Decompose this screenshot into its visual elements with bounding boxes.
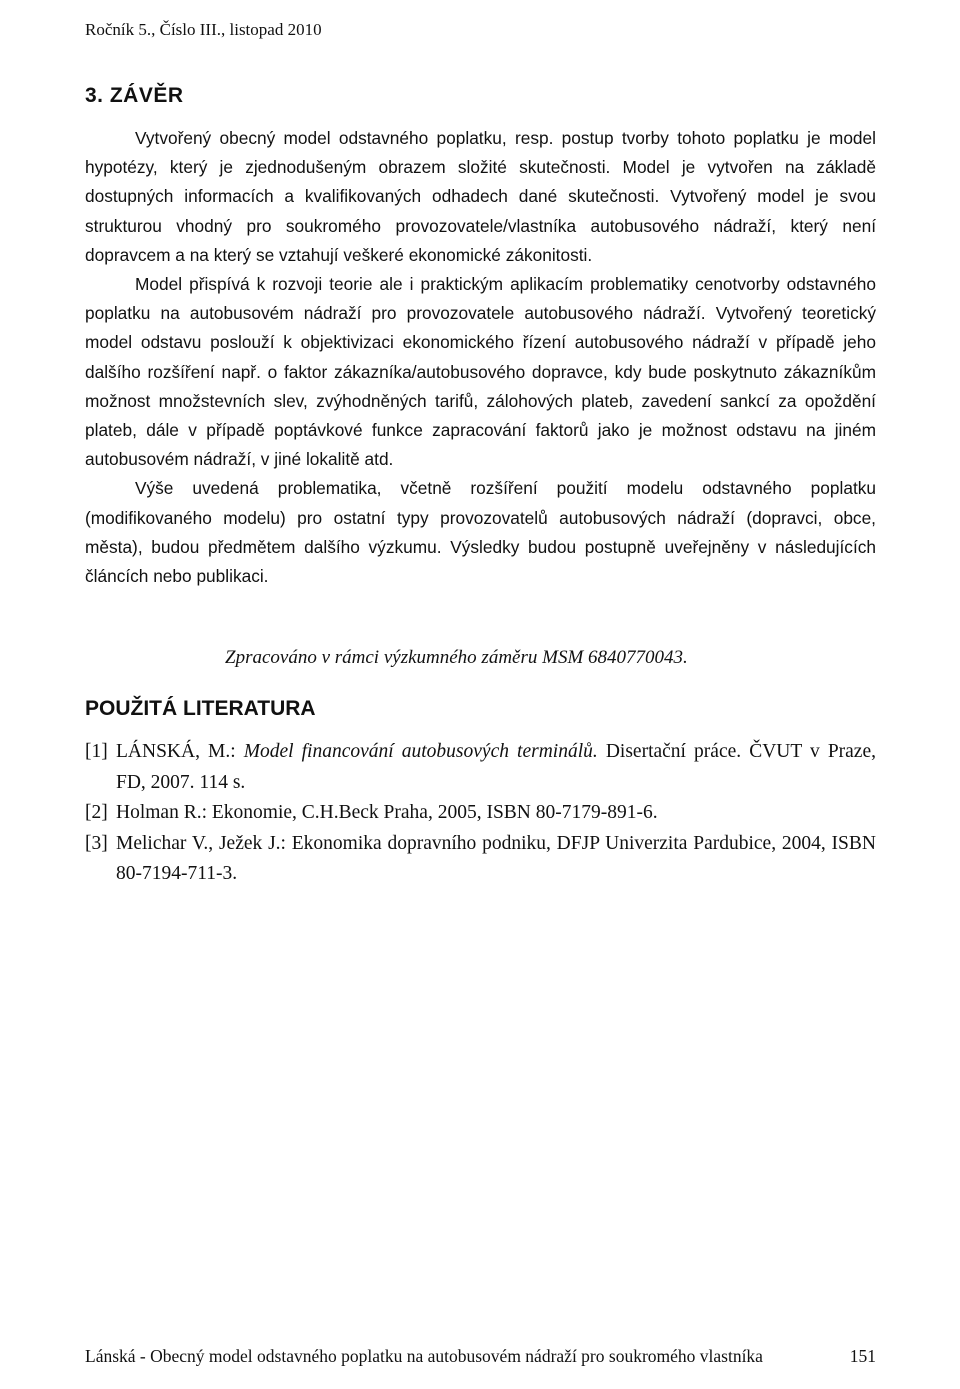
running-footer [85, 1346, 876, 1367]
reference-number: [1] [85, 741, 108, 762]
reference-number: [2] [85, 802, 108, 823]
reference-title: Model financování autobusových terminálů. [243, 741, 598, 762]
section-heading: 3. ZÁVĚR [85, 84, 184, 107]
reference-text: Melichar V., Ježek J.: Ekonomika dopravního podniku, DFJP Univerzita Pardubice, 2004, ISBN 80-7194-711-3. [116, 832, 876, 884]
literature-heading: POUŽITÁ LITERATURA [85, 697, 316, 720]
page-number: 151 [849, 1346, 876, 1366]
reference-item [85, 737, 876, 798]
paragraph: Vytvořený obecný model odstavného poplatku, resp. postup tvorby tohoto poplatku je model hypotézy, který je zjednodušeným obrazem složité skutečnosti. Model je vytvořen na základě dostupných informacích a kvalifikovaných odhadech dané skutečnosti. Vytvořený model je svou strukturou vhodný pro soukromého provozovatele/vlastníka autobusového nádraží, který není dopravcem a na který se vztahují veškeré ekonomické zákonitosti. [85, 128, 876, 265]
reference-text: Holman R.: Ekonomie, C.H.Beck Praha, 2005, ISBN 80-7179-891-6. [116, 802, 658, 823]
reference-number: [3] [85, 832, 108, 854]
paragraph: Výše uvedená problematika, včetně rozšíření použití modelu odstavného poplatku (modifikovaného modelu) pro ostatní typy provozovatelů autobusových nádraží (dopravci, obce, města), budou předmětem dalšího výzkumu. Výsledky budou postupně uveřejněny v následujících článcích nebo publikaci. [85, 478, 876, 587]
paragraph: Model přispívá k rozvoji teorie ale i praktickým aplikacím problematiky cenotvorby odstavného poplatku na autobusovém nádraží pro provozovatele autobusového nádraží. Vytvořený teoretický model odstavu poslouží k objektivizaci ekonomického řízení autobusového nádraží v případě jeho dalšího rozšíření např. o faktor zákazníka/autobusového dopravce, kdy bude poskytnuto zákazníkům možnost množstevních slev, zvýhodněných tarifů, zálohových plateb, zavedení sankcí za opoždění plateb, dále v případě poptávkové funkce zapracování faktorů jako je možnost odstavu na jiném autobusovém nádraží, v jiné lokalitě atd. [85, 274, 876, 470]
reference-text: LÁNSKÁ, M.: Model financování autobusových terminálů. Disertační práce. ČVUT v Praze, FD, 2007. 114 s. [116, 741, 876, 793]
funding-note: Zpracováno v rámci výzkumného záměru MSM 6840770043. [225, 647, 688, 668]
footer-text: Lánská - Obecný model odstavného poplatku na autobusovém nádraží pro soukromého vlastníka [85, 1346, 763, 1366]
reference-item [85, 829, 876, 890]
reference-item [85, 798, 876, 829]
running-header: Ročník 5., Číslo III., listopad 2010 [85, 20, 322, 39]
reference-list [85, 737, 876, 890]
conclusion-body [85, 124, 876, 591]
